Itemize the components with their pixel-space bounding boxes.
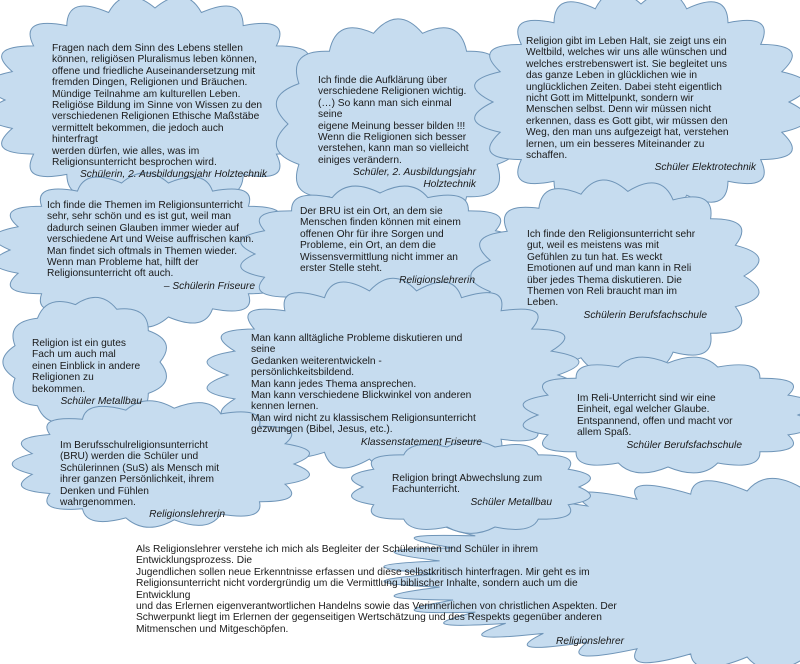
quote-author: Schülerin Berufsfachschule (583, 309, 707, 321)
quote-text: Man kann alltägliche Probleme diskutieren und seine Gedanken weiterentwickeln - persönlichkeitsbildend. Man kann jedes Thema ansprechen. Man kann verschiedene Blickwinkel von anderen kennen lernen. Man wird nicht zu klassischem Religionsunterricht gezwungen (Bibel, Jesus, etc.). (251, 333, 476, 436)
quote-text-box (392, 473, 552, 508)
quote-text-box (577, 393, 742, 451)
quote-text: Der BRU ist ein Ort, an dem sie Menschen finden können mit einem offenen Ohr für ihre Sorgen und Probleme, ein Ort, an dem die Wissensvermittlung nicht immer an erster Stelle steht. (300, 206, 461, 275)
quote-author: Schülerin, 2. Ausbildungsjahr Holztechnik (79, 169, 267, 181)
quote-author: – Schülerin Friseure (163, 280, 255, 292)
quote-text-box (527, 229, 707, 321)
quote-text-box (60, 440, 225, 521)
quote-text: Ich finde die Themen im Religionsunterricht sehr, sehr schön und es ist gut, weil man dadurch seinen Glauben immer wieder auf verschiedene Art und Weise auffrischen kann. Man findet sich oftmals in Themen wieder. Wenn man Probleme hat, hilft der Religionsunterricht oft auch. (47, 200, 254, 280)
quote-author: Religionslehrerin (149, 509, 225, 521)
quote-text: Religion ist ein gutes Fach um auch mal einen Einblick in andere Religionen zu bekommen. (32, 338, 141, 395)
quote-author: Schüler Elektrotechnik (654, 162, 756, 174)
quote-text: Ich finde die Aufklärung über verschiedene Religionen wichtig. (…) So kann man sich einmal seine eigene Meinung besser bilden !!! Wenn die Religionen sich besser verstehen, kann man so vielleicht einiges verändern. (318, 75, 469, 166)
quote-author: Religionslehrerin (399, 275, 475, 287)
quote-text: Im Berufsschulreligionsunterricht (BRU) werden die Schüler und Schülerinnen (SuS) als Mensch mit ihrer ganzen Persönlichkeit, ihrem Denken und Fühlen wahrgenommen. (60, 440, 220, 509)
quote-text: Ich finde den Religionsunterricht sehr gut, weil es meistens was mit Gefühlen zu tun hat. Es weckt Emotionen auf und man kann in Reli über jedes Thema diskutieren. Die Themen von Reli braucht man im Leben. (527, 229, 696, 309)
quote-text-box (300, 206, 475, 287)
quote-author: Schüler Metallbau (60, 396, 142, 408)
quote-text-box (318, 75, 476, 190)
quote-text-box (32, 338, 142, 407)
quote-text: Fragen nach dem Sinn des Lebens stellen können, religiösen Pluralismus leben können, offene und friedliche Auseinandersetzung mit fremden Dingen, Religionen und Bräuchen. Mündige Teilnahme am kulturellen Leben. Religiöse Bildung im Sinne von Wissen zu den verschiedenen Religionen Ethische Maßstäbe vermittelt bekommen, die jedoch auch hinterfragt werden dürfen, wie alles, was im Religionsunterricht besprochen wird. (52, 43, 263, 169)
quote-text: Im Reli-Unterricht sind wir eine Einheit, egal welcher Glaube. Entspannend, offen und macht vor allem Spaß. (577, 393, 733, 439)
quote-text-box (136, 544, 624, 648)
quote-text: Religion bringt Abwechslung zum Fachunterricht. (392, 473, 543, 496)
quote-author: Schüler, 2. Ausbildungsjahr Holztechnik (352, 167, 476, 190)
quote-author: Schüler Metallbau (470, 496, 552, 508)
quote-text-box (52, 43, 267, 181)
quote-text: Religion gibt im Leben Halt, sie zeigt uns ein Weltbild, welches wir uns alle wünschen und welches erstrebenswert ist. Sie begleitet uns das ganze Leben in glücklichen wie in unglücklichen Zeiten. Dabei steht eigentlich nicht Gott im Mittelpunkt, sondern wir Menschen selbst. Denn wir müssen nicht erkennen, dass es Gott gibt, wir müssen den Weg, den man uns aufgezeigt hat, verstehen lernen, um ein besseres Miteinander zu schaffen. (526, 36, 729, 162)
quote-text: Als Religionslehrer verstehe ich mich als Begleiter der Schülerinnen und Schüler in ihrem Entwicklungsprozess. Die Jugendlichen sollen neue Erkenntnisse erfassen und diese selbstkritisch hinterfragen. Mir geht es im Religionsunterricht nicht vordergründig um die Vermittlung biblischer Inhalte, sondern auch um die Entwicklung und das Erlernen eigenverantwortlichen Handelns sowie das Verinnerlichen von christlichen Aspekten. Der Schwerpunkt liegt im Erlernen der gegenseitigen Wertschätzung und des Respekts gegenüber anderen Mitmenschen und Mitgeschöpfen. (136, 544, 617, 635)
quote-text-box (47, 200, 255, 292)
quote-text-box (251, 333, 482, 448)
quote-author: Religionslehrer (556, 636, 624, 648)
quote-author: Schüler Berufsfachschule (626, 439, 742, 451)
quote-author: Klassenstatement Friseure (360, 436, 482, 448)
quote-text-box (526, 36, 756, 174)
